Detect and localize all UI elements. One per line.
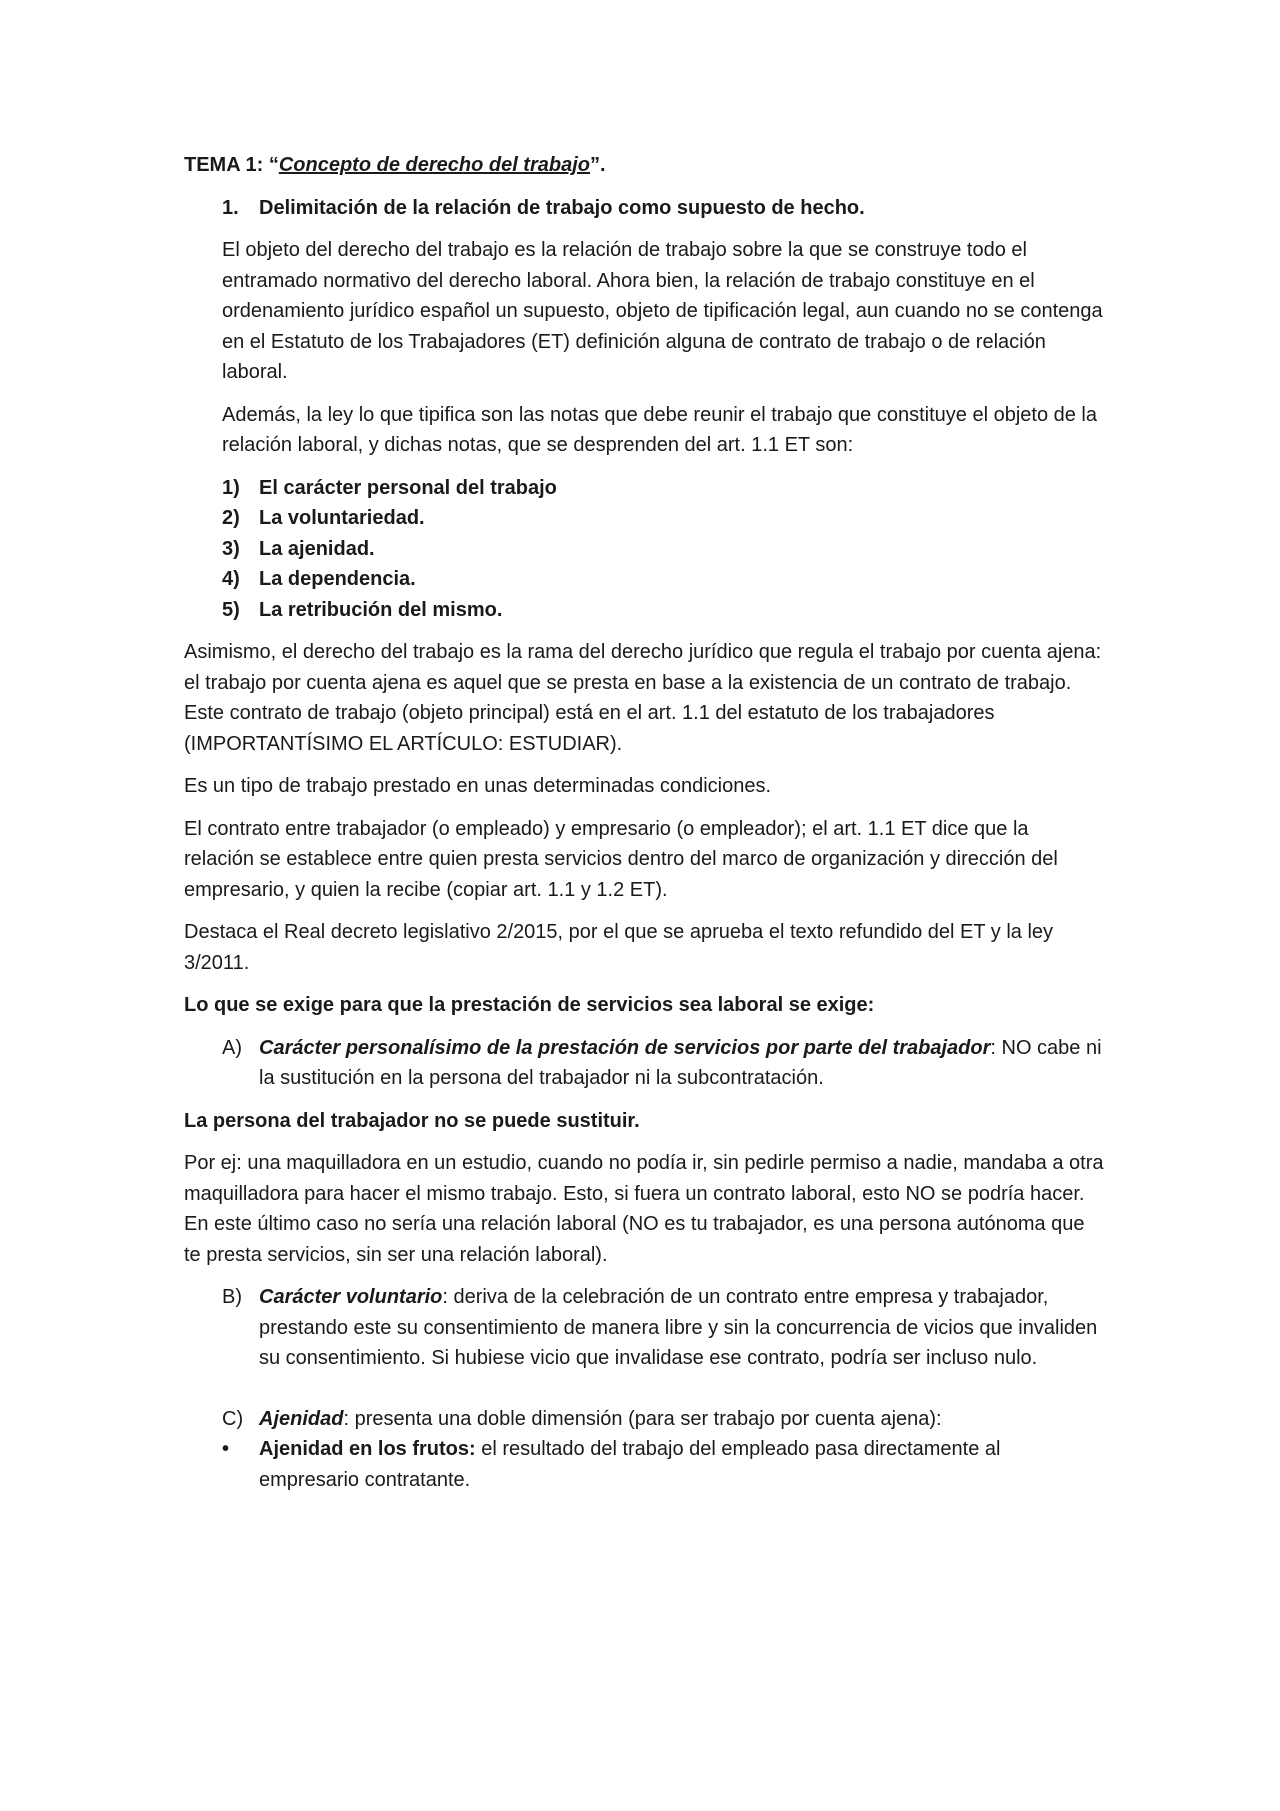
section-number: 1. [222,196,239,219]
item-c-rest: : presenta una doble dimensión (para ser trabajo por cuenta ajena): [343,1407,942,1430]
list-item-number: 2) [222,507,240,529]
bullet-item-rest: el resultado del trabajo del empleado pasa directamente al empresario contratante. [259,1438,1001,1491]
item-c-letter: C) [222,1407,244,1430]
list-item-text: La ajenidad. [259,537,375,560]
list-item-number: 4) [222,568,240,590]
list-item [222,595,1104,626]
item-b-rest: : deriva de la celebración de un contrato entre empresa y trabajador, prestando este su consentimiento de manera libre y sin la concurrencia de vicios que invaliden su consentimiento. Si hubiese vicio que invalidase ese contrato, podría ser incluso nulo. [259,1286,1098,1369]
list-item [222,564,1104,595]
body-paragraph-1: Asimismo, el derecho del trabajo es la rama del derecho jurídico que regula el trabajo por cuenta ajena: el trabajo por cuenta ajena es aquel que se presta en base a la existencia de un contrato de trabajo. Este contrato de trabajo (objeto principal) está en el art. 1.1 del estatuto de los trabajadores (IMPORTANTÍSIMO EL ARTÍCULO: ESTUDIAR). [184,641,1102,755]
item-a-rest: : NO cabe ni la sustitución en la persona del trabajador ni la subcontratación. [259,1036,1102,1089]
item-b-term: Carácter voluntario [259,1286,443,1308]
example-paragraph: Por ej: una maquilladora en un estudio, cuando no podía ir, sin pedirle permiso a nadie, mandaba a otra maquilladora para hacer el mismo trabajo. Esto, si fuera un contrato laboral, esto NO se podría hacer. En este último caso no sería una relación laboral (NO es tu trabajador, es una persona autónoma que te presta servicios, sin ser una relación laboral). [184,1152,1104,1266]
body-paragraph-2: Es un tipo de trabajo prestado en unas determinadas condiciones. [184,775,772,797]
bullet-icon: • [222,1438,230,1460]
item-a-term: Carácter personalísimo de la prestación de servicios por parte del trabajador [259,1036,991,1059]
notes-list [222,473,1104,626]
bullet-item-text [259,1434,1104,1495]
item-b-text [259,1282,1104,1374]
item-b-letter: B) [222,1286,242,1308]
document-page [184,150,1104,1495]
document-title [184,150,1104,181]
list-item [222,503,1104,534]
body-paragraph-3: El contrato entre trabajador (o empleado) y empresario (o empleador); el art. 1.1 ET dice que la relación se establece entre quien presta servicios dentro del marco de organización y dirección del empresario, y quien la recibe (copiar art. 1.1 y 1.2 ET). [184,817,1058,901]
bullet-item-term: Ajenidad en los frutos: [259,1438,476,1460]
list-item [222,534,1104,565]
item-c-term: Ajenidad [259,1407,344,1430]
item-b [222,1282,1104,1374]
list-item-text: La dependencia. [259,568,416,590]
bullet-item-frutos [222,1434,1104,1495]
substitution-heading: La persona del trabajador no se puede sustituir. [184,1109,640,1132]
list-item-text: La voluntariedad. [259,507,425,529]
section-heading-text: Delimitación de la relación de trabajo como supuesto de hecho. [259,196,865,219]
item-c [222,1404,1104,1435]
body-paragraph-4: Destaca el Real decreto legislativo 2/2015, por el que se aprueba el texto refundido del ET y la ley 3/2011. [184,921,1054,974]
list-item [222,473,1104,504]
list-item-text: El carácter personal del trabajo [259,476,557,499]
list-item-number: 3) [222,537,240,560]
item-a [222,1033,1104,1094]
requirements-heading: Lo que se exige para que la prestación de servicios sea laboral se exige: [184,994,875,1016]
title-suffix: ”. [590,154,606,176]
list-item-text: La retribución del mismo. [259,598,503,621]
item-a-letter: A) [222,1036,242,1059]
section-paragraph-2: Además, la ley lo que tipifica son las notas que debe reunir el trabajo que constituye el objeto de la relación laboral, y dichas notas, que se desprenden del art. 1.1 ET son: [222,403,1097,456]
section-paragraph-1: El objeto del derecho del trabajo es la relación de trabajo sobre la que se construye todo el entramado normativo del derecho laboral. Ahora bien, la relación de trabajo constituye en el ordenamiento jurídico español un supuesto, objeto de tipificación legal, aun cuando no se contenga en el Estatuto de los Trabajadores (ET) definición alguna de contrato de trabajo o de relación laboral. [222,239,1103,383]
section-heading [222,193,1104,224]
item-c-text [259,1404,1104,1435]
list-item-number: 1) [222,476,240,499]
title-emphasis: Concepto de derecho del trabajo [278,154,590,176]
item-a-text [259,1033,1104,1094]
list-item-number: 5) [222,598,240,621]
title-prefix: TEMA 1: “ [184,154,279,176]
